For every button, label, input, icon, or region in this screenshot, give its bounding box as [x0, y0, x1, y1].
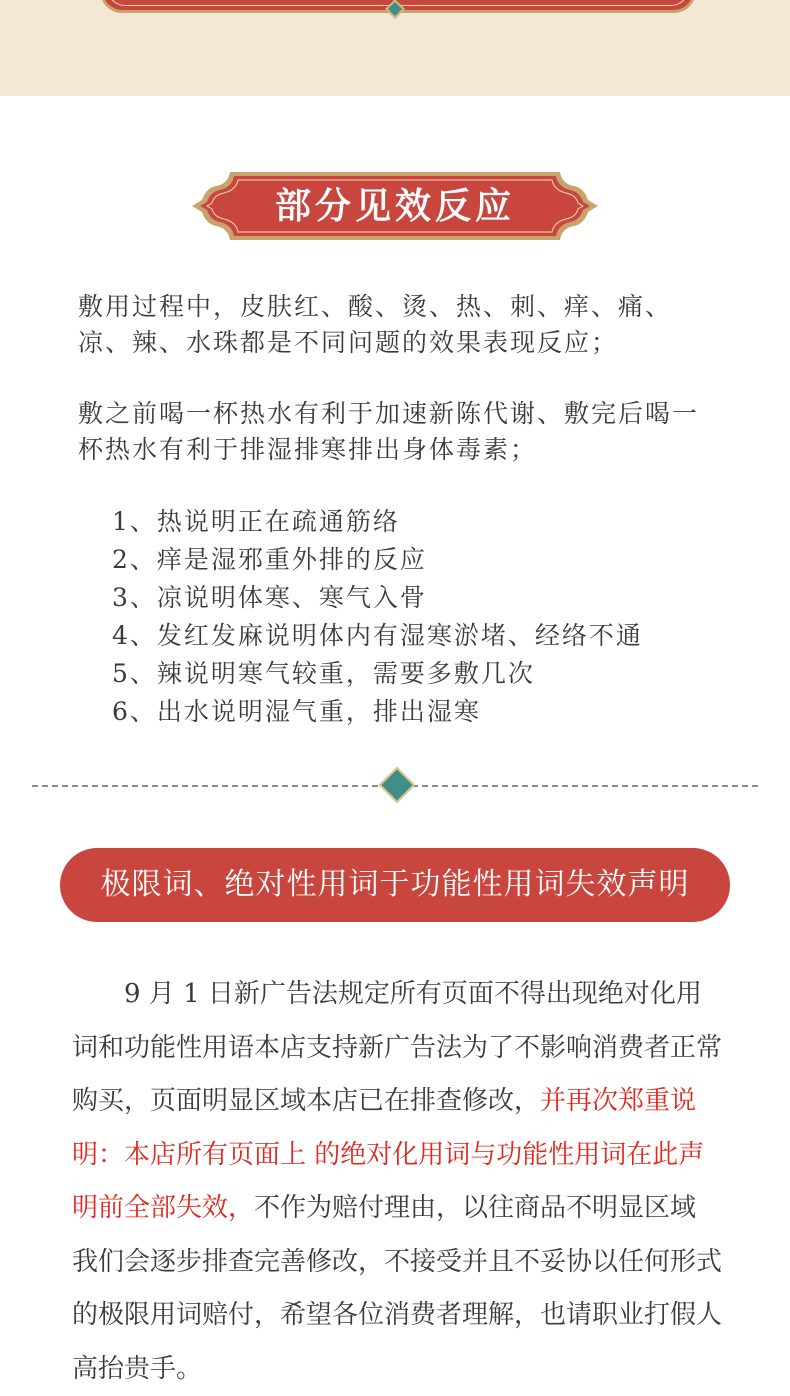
hot-water-paragraph: 敷之前喝一杯热水有利于加速新陈代谢、敷完后喝一杯热水有利于排湿排寒排出身体毒素； [78, 399, 700, 464]
diamond-divider-icon [379, 767, 416, 804]
notice-body [72, 968, 722, 1396]
list-item: 3、凉说明体寒、寒气入骨 [112, 583, 427, 612]
list-item: 6、出水说明湿气重，排出湿寒 [112, 697, 481, 726]
reaction-list [112, 503, 643, 731]
section-title: 部分见效反应 [274, 185, 515, 227]
list-item: 5、辣说明寒气较重，需要多敷几次 [112, 659, 535, 688]
list-item: 4、发红发麻说明体内有湿寒淤堵、经络不通 [112, 621, 643, 650]
notice-text: 9 月 1 日新广告法规定所有页面不得出现绝对化用词和功能性用语本店支持新广告法为了不影响消费者正常购买，页面明显区域本店已在排查修改， [72, 979, 723, 1116]
section-title-banner [190, 170, 600, 242]
reaction-paragraph: 敷用过程中，皮肤红、酸、烫、热、刺、痒、痛、凉、辣、水珠都是不同问题的效果表现反应； [78, 292, 673, 357]
notice-title: 极限词、绝对性用词于功能性用词失效声明 [100, 867, 690, 902]
list-item: 2、痒是湿邪重外排的反应 [112, 545, 427, 574]
list-item: 1、热说明正在疏通筋络 [112, 507, 400, 536]
notice-title-banner [60, 848, 730, 922]
notice-highlight-text: 并再次郑重说明：本店所有页面上 的绝对化用词与功能性用词在此声明前全部失效， [72, 1086, 705, 1223]
top-decor-band [0, 0, 790, 96]
notice-text-end: 不作为赔付理由，以往商品不明显区域我们会逐步排查完善修改，不接受并且不妥协以任何形式的极限用词赔付，希望各位消费者理解，也请职业打假人高抬贵手。 [72, 1193, 723, 1384]
